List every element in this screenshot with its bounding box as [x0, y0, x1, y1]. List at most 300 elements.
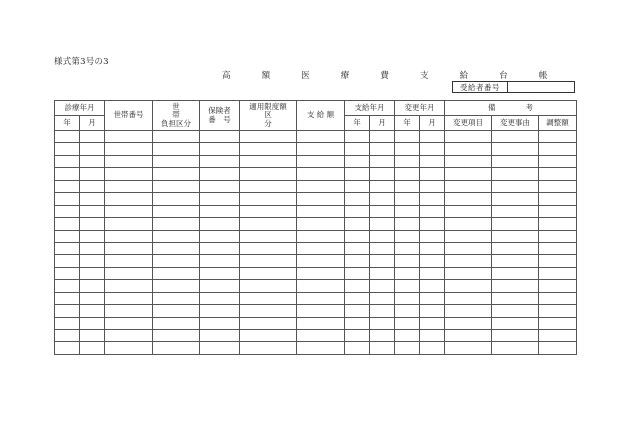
table-cell[interactable]: [297, 330, 345, 342]
table-cell[interactable]: [200, 292, 240, 304]
table-cell[interactable]: [153, 168, 200, 180]
table-cell[interactable]: [105, 342, 153, 354]
table-cell[interactable]: [240, 168, 297, 180]
table-cell[interactable]: [345, 305, 370, 317]
table-cell[interactable]: [492, 330, 539, 342]
table-cell[interactable]: [370, 305, 395, 317]
table-cell[interactable]: [80, 317, 105, 329]
table-cell[interactable]: [105, 155, 153, 167]
table-cell[interactable]: [492, 280, 539, 292]
table-cell[interactable]: [200, 155, 240, 167]
table-cell[interactable]: [420, 255, 445, 267]
table-cell[interactable]: [80, 230, 105, 242]
table-cell[interactable]: [395, 180, 420, 192]
table-cell[interactable]: [240, 193, 297, 205]
recipient-number-box: [452, 81, 575, 93]
household-no-header: 世帯番号: [105, 101, 153, 131]
table-cell[interactable]: [297, 242, 345, 254]
table-cell[interactable]: [55, 242, 80, 254]
table-cell[interactable]: [345, 330, 370, 342]
household-burden-char-1: 世: [172, 101, 180, 111]
table-cell[interactable]: [105, 280, 153, 292]
consult-ym-header: 診療年月: [55, 101, 105, 116]
table-cell[interactable]: [492, 342, 539, 354]
table-cell[interactable]: [395, 131, 420, 143]
table-cell[interactable]: [55, 330, 80, 342]
table-cell[interactable]: [200, 317, 240, 329]
table-cell[interactable]: [492, 292, 539, 304]
table-cell[interactable]: [200, 280, 240, 292]
recipient-number-label: 受給者番号: [453, 82, 508, 92]
table-cell[interactable]: [80, 193, 105, 205]
table-cell[interactable]: [55, 168, 80, 180]
table-cell[interactable]: [297, 280, 345, 292]
table-cell[interactable]: [445, 205, 492, 217]
household-burden-header: [153, 101, 200, 131]
table-cell[interactable]: [55, 230, 80, 242]
table-cell[interactable]: [200, 143, 240, 155]
table-cell[interactable]: [153, 305, 200, 317]
table-cell[interactable]: [395, 330, 420, 342]
table-cell[interactable]: [420, 218, 445, 230]
table-cell[interactable]: [492, 255, 539, 267]
insurer-header: [200, 101, 240, 131]
table-cell[interactable]: [297, 168, 345, 180]
table-row: [55, 180, 577, 192]
table-cell[interactable]: [539, 131, 577, 143]
table-cell[interactable]: [240, 255, 297, 267]
table-cell[interactable]: [55, 131, 80, 143]
table-cell[interactable]: [153, 131, 200, 143]
change-ym-header: 変更年月: [395, 101, 445, 116]
table-cell[interactable]: [240, 292, 297, 304]
table-cell[interactable]: [492, 317, 539, 329]
table-cell[interactable]: [370, 205, 395, 217]
table-cell[interactable]: [105, 255, 153, 267]
table-cell[interactable]: [420, 317, 445, 329]
table-cell[interactable]: [105, 317, 153, 329]
table-cell[interactable]: [240, 205, 297, 217]
table-cell[interactable]: [370, 330, 395, 342]
table-cell[interactable]: [55, 143, 80, 155]
table-cell[interactable]: [492, 180, 539, 192]
table-row: [55, 205, 577, 217]
table-cell[interactable]: [445, 230, 492, 242]
table-cell[interactable]: [80, 342, 105, 354]
table-cell[interactable]: [200, 218, 240, 230]
table-cell[interactable]: [420, 330, 445, 342]
table-cell[interactable]: [297, 255, 345, 267]
table-cell[interactable]: [80, 280, 105, 292]
table-cell[interactable]: [153, 267, 200, 279]
table-cell[interactable]: [445, 131, 492, 143]
table-cell[interactable]: [420, 131, 445, 143]
table-cell[interactable]: [345, 342, 370, 354]
table-cell[interactable]: [240, 218, 297, 230]
table-cell[interactable]: [105, 205, 153, 217]
table-cell[interactable]: [153, 205, 200, 217]
table-cell[interactable]: [297, 155, 345, 167]
payment-ym-header: 支給年月: [345, 101, 395, 116]
table-cell[interactable]: [539, 230, 577, 242]
table-cell[interactable]: [539, 305, 577, 317]
table-cell[interactable]: [200, 330, 240, 342]
table-cell[interactable]: [153, 143, 200, 155]
household-burden-subline: 負担区分: [161, 118, 191, 128]
change-reason-header: 変更事由: [492, 116, 539, 131]
table-cell[interactable]: [345, 180, 370, 192]
table-cell[interactable]: [80, 168, 105, 180]
table-row: [55, 292, 577, 304]
table-cell[interactable]: [370, 342, 395, 354]
table-cell[interactable]: [153, 180, 200, 192]
table-cell[interactable]: [492, 267, 539, 279]
table-cell[interactable]: [345, 230, 370, 242]
table-cell[interactable]: [105, 168, 153, 180]
table-cell[interactable]: [240, 180, 297, 192]
table-cell[interactable]: [345, 205, 370, 217]
table-cell[interactable]: [492, 155, 539, 167]
table-cell[interactable]: [105, 305, 153, 317]
table-cell[interactable]: [395, 205, 420, 217]
table-cell[interactable]: [55, 255, 80, 267]
table-cell[interactable]: [297, 317, 345, 329]
table-row: [55, 280, 577, 292]
table-cell[interactable]: [80, 242, 105, 254]
table-cell[interactable]: [420, 155, 445, 167]
table-cell[interactable]: [153, 317, 200, 329]
table-cell[interactable]: [55, 180, 80, 192]
table-cell[interactable]: [105, 131, 153, 143]
table-cell[interactable]: [240, 267, 297, 279]
table-cell[interactable]: [345, 193, 370, 205]
table-row: [55, 155, 577, 167]
table-cell[interactable]: [492, 230, 539, 242]
table-cell[interactable]: [240, 242, 297, 254]
table-cell[interactable]: [297, 292, 345, 304]
table-cell[interactable]: [297, 180, 345, 192]
adjust-amount-header: 調整額: [539, 116, 577, 131]
table-row: [55, 230, 577, 242]
table-cell[interactable]: [539, 143, 577, 155]
table-cell[interactable]: [345, 317, 370, 329]
table-cell[interactable]: [200, 267, 240, 279]
table-cell[interactable]: [153, 255, 200, 267]
table-cell[interactable]: [492, 143, 539, 155]
ledger-table: [54, 100, 577, 355]
table-cell[interactable]: [153, 193, 200, 205]
table-cell[interactable]: [420, 180, 445, 192]
ledger-body: [55, 131, 577, 355]
table-cell[interactable]: [492, 131, 539, 143]
table-cell[interactable]: [395, 305, 420, 317]
table-cell[interactable]: [445, 143, 492, 155]
table-cell[interactable]: [395, 218, 420, 230]
table-cell[interactable]: [539, 317, 577, 329]
table-cell[interactable]: [420, 292, 445, 304]
table-cell[interactable]: [105, 218, 153, 230]
table-cell[interactable]: [55, 218, 80, 230]
table-cell[interactable]: [395, 143, 420, 155]
document-title: 高 額 医 療 費 支 給 台 帳: [222, 71, 562, 81]
table-cell[interactable]: [445, 342, 492, 354]
table-cell[interactable]: [240, 143, 297, 155]
table-row: [55, 131, 577, 143]
table-cell[interactable]: [420, 205, 445, 217]
table-cell[interactable]: [445, 155, 492, 167]
table-cell[interactable]: [445, 193, 492, 205]
limit-line-1: 適用限度額: [249, 101, 287, 111]
table-cell[interactable]: [539, 255, 577, 267]
table-cell[interactable]: [80, 205, 105, 217]
table-cell[interactable]: [297, 267, 345, 279]
table-cell[interactable]: [420, 193, 445, 205]
table-cell[interactable]: [420, 143, 445, 155]
table-row: [55, 342, 577, 354]
table-cell[interactable]: [445, 168, 492, 180]
remarks-header: 備 考: [445, 101, 577, 116]
table-cell[interactable]: [445, 255, 492, 267]
table-cell[interactable]: [420, 168, 445, 180]
table-cell[interactable]: [539, 193, 577, 205]
table-cell[interactable]: [240, 330, 297, 342]
table-cell[interactable]: [80, 292, 105, 304]
table-cell[interactable]: [445, 280, 492, 292]
table-cell[interactable]: [80, 131, 105, 143]
table-cell[interactable]: [297, 305, 345, 317]
table-cell[interactable]: [420, 242, 445, 254]
table-cell[interactable]: [539, 330, 577, 342]
table-cell[interactable]: [240, 280, 297, 292]
table-cell[interactable]: [539, 280, 577, 292]
table-cell[interactable]: [370, 180, 395, 192]
table-cell[interactable]: [345, 131, 370, 143]
table-cell[interactable]: [345, 255, 370, 267]
table-cell[interactable]: [55, 267, 80, 279]
table-cell[interactable]: [297, 230, 345, 242]
table-row: [55, 330, 577, 342]
table-row: [55, 143, 577, 155]
table-cell[interactable]: [395, 292, 420, 304]
table-cell[interactable]: [420, 305, 445, 317]
table-row: [55, 193, 577, 205]
table-cell[interactable]: [370, 267, 395, 279]
table-cell[interactable]: [445, 317, 492, 329]
table-cell[interactable]: [105, 292, 153, 304]
table-cell[interactable]: [370, 242, 395, 254]
table-cell[interactable]: [420, 267, 445, 279]
payment-year-header: 年: [345, 116, 370, 131]
table-cell[interactable]: [153, 280, 200, 292]
insurer-line-2: 番 号: [208, 114, 231, 124]
table-cell[interactable]: [55, 305, 80, 317]
table-cell[interactable]: [200, 230, 240, 242]
table-cell[interactable]: [539, 205, 577, 217]
table-cell[interactable]: [539, 155, 577, 167]
household-burden-char-2: 帯: [172, 110, 180, 120]
table-cell[interactable]: [297, 218, 345, 230]
table-cell[interactable]: [200, 180, 240, 192]
table-cell[interactable]: [370, 168, 395, 180]
table-cell[interactable]: [240, 131, 297, 143]
table-cell[interactable]: [370, 292, 395, 304]
table-cell[interactable]: [395, 155, 420, 167]
limit-char-1: 区: [264, 110, 272, 120]
table-cell[interactable]: [420, 342, 445, 354]
table-cell[interactable]: [492, 193, 539, 205]
table-cell[interactable]: [395, 267, 420, 279]
table-cell[interactable]: [105, 330, 153, 342]
table-cell[interactable]: [55, 317, 80, 329]
table-cell[interactable]: [492, 242, 539, 254]
table-cell[interactable]: [105, 242, 153, 254]
table-cell[interactable]: [297, 131, 345, 143]
table-cell[interactable]: [297, 342, 345, 354]
table-cell[interactable]: [492, 218, 539, 230]
table-cell[interactable]: [105, 230, 153, 242]
table-cell[interactable]: [200, 205, 240, 217]
table-cell[interactable]: [539, 342, 577, 354]
table-cell[interactable]: [80, 255, 105, 267]
table-cell[interactable]: [153, 242, 200, 254]
table-cell[interactable]: [445, 242, 492, 254]
table-cell[interactable]: [345, 280, 370, 292]
table-cell[interactable]: [200, 305, 240, 317]
table-cell[interactable]: [297, 143, 345, 155]
table-cell[interactable]: [297, 205, 345, 217]
table-cell[interactable]: [240, 230, 297, 242]
table-cell[interactable]: [345, 155, 370, 167]
table-cell[interactable]: [153, 330, 200, 342]
table-cell[interactable]: [80, 155, 105, 167]
table-cell[interactable]: [445, 305, 492, 317]
table-cell[interactable]: [55, 193, 80, 205]
change-item-header: 変更項目: [445, 116, 492, 131]
table-cell[interactable]: [153, 218, 200, 230]
table-cell[interactable]: [200, 255, 240, 267]
table-cell[interactable]: [200, 193, 240, 205]
table-cell[interactable]: [370, 317, 395, 329]
table-cell[interactable]: [200, 131, 240, 143]
table-cell[interactable]: [55, 280, 80, 292]
table-row: [55, 168, 577, 180]
table-cell[interactable]: [345, 168, 370, 180]
table-cell[interactable]: [240, 305, 297, 317]
table-cell[interactable]: [55, 155, 80, 167]
table-cell[interactable]: [395, 317, 420, 329]
table-cell[interactable]: [370, 131, 395, 143]
table-cell[interactable]: [153, 292, 200, 304]
table-cell[interactable]: [345, 292, 370, 304]
table-cell[interactable]: [395, 342, 420, 354]
table-cell[interactable]: [80, 330, 105, 342]
payment-month-header: 月: [370, 116, 395, 131]
table-cell[interactable]: [395, 242, 420, 254]
table-cell[interactable]: [200, 168, 240, 180]
table-row: [55, 242, 577, 254]
table-cell[interactable]: [395, 193, 420, 205]
table-cell[interactable]: [445, 330, 492, 342]
table-cell[interactable]: [539, 292, 577, 304]
table-cell[interactable]: [370, 280, 395, 292]
table-cell[interactable]: [345, 267, 370, 279]
table-cell[interactable]: [105, 143, 153, 155]
consult-year-header: 年: [55, 116, 80, 131]
table-cell[interactable]: [445, 292, 492, 304]
table-cell[interactable]: [539, 267, 577, 279]
form-number: 様式第3号の3: [54, 57, 109, 67]
limit-header: [240, 101, 297, 131]
table-cell[interactable]: [370, 218, 395, 230]
table-cell[interactable]: [395, 168, 420, 180]
table-cell[interactable]: [80, 305, 105, 317]
consult-month-header: 月: [80, 116, 105, 131]
table-cell[interactable]: [492, 168, 539, 180]
table-cell[interactable]: [395, 255, 420, 267]
table-cell[interactable]: [153, 342, 200, 354]
table-cell[interactable]: [539, 242, 577, 254]
table-cell[interactable]: [240, 317, 297, 329]
table-cell[interactable]: [153, 155, 200, 167]
table-cell[interactable]: [370, 155, 395, 167]
table-cell[interactable]: [200, 242, 240, 254]
table-cell[interactable]: [345, 242, 370, 254]
table-cell[interactable]: [240, 155, 297, 167]
table-cell[interactable]: [370, 193, 395, 205]
table-cell[interactable]: [492, 205, 539, 217]
table-cell[interactable]: [80, 143, 105, 155]
table-cell[interactable]: [420, 280, 445, 292]
table-cell[interactable]: [395, 280, 420, 292]
table-cell[interactable]: [153, 230, 200, 242]
table-cell[interactable]: [345, 218, 370, 230]
table-cell[interactable]: [80, 218, 105, 230]
table-cell[interactable]: [445, 180, 492, 192]
table-cell[interactable]: [55, 342, 80, 354]
recipient-number-field[interactable]: [508, 82, 574, 92]
table-row: [55, 267, 577, 279]
table-cell[interactable]: [395, 230, 420, 242]
change-month-header: 月: [420, 116, 445, 131]
table-cell[interactable]: [445, 218, 492, 230]
table-cell[interactable]: [420, 230, 445, 242]
table-cell[interactable]: [370, 255, 395, 267]
table-cell[interactable]: [240, 342, 297, 354]
table-cell[interactable]: [80, 267, 105, 279]
table-cell[interactable]: [297, 193, 345, 205]
table-row: [55, 305, 577, 317]
table-cell[interactable]: [105, 267, 153, 279]
table-cell[interactable]: [445, 267, 492, 279]
table-cell[interactable]: [539, 168, 577, 180]
insurer-line-1: 保険者: [208, 105, 231, 115]
table-cell[interactable]: [345, 143, 370, 155]
table-cell[interactable]: [370, 143, 395, 155]
table-cell[interactable]: [55, 292, 80, 304]
table-cell[interactable]: [80, 180, 105, 192]
table-cell[interactable]: [105, 193, 153, 205]
table-row: [55, 255, 577, 267]
table-row: [55, 317, 577, 329]
table-cell[interactable]: [492, 305, 539, 317]
table-cell[interactable]: [370, 230, 395, 242]
table-cell[interactable]: [200, 342, 240, 354]
table-cell[interactable]: [105, 180, 153, 192]
change-year-header: 年: [395, 116, 420, 131]
table-cell[interactable]: [55, 205, 80, 217]
table-cell[interactable]: [539, 180, 577, 192]
table-cell[interactable]: [539, 218, 577, 230]
